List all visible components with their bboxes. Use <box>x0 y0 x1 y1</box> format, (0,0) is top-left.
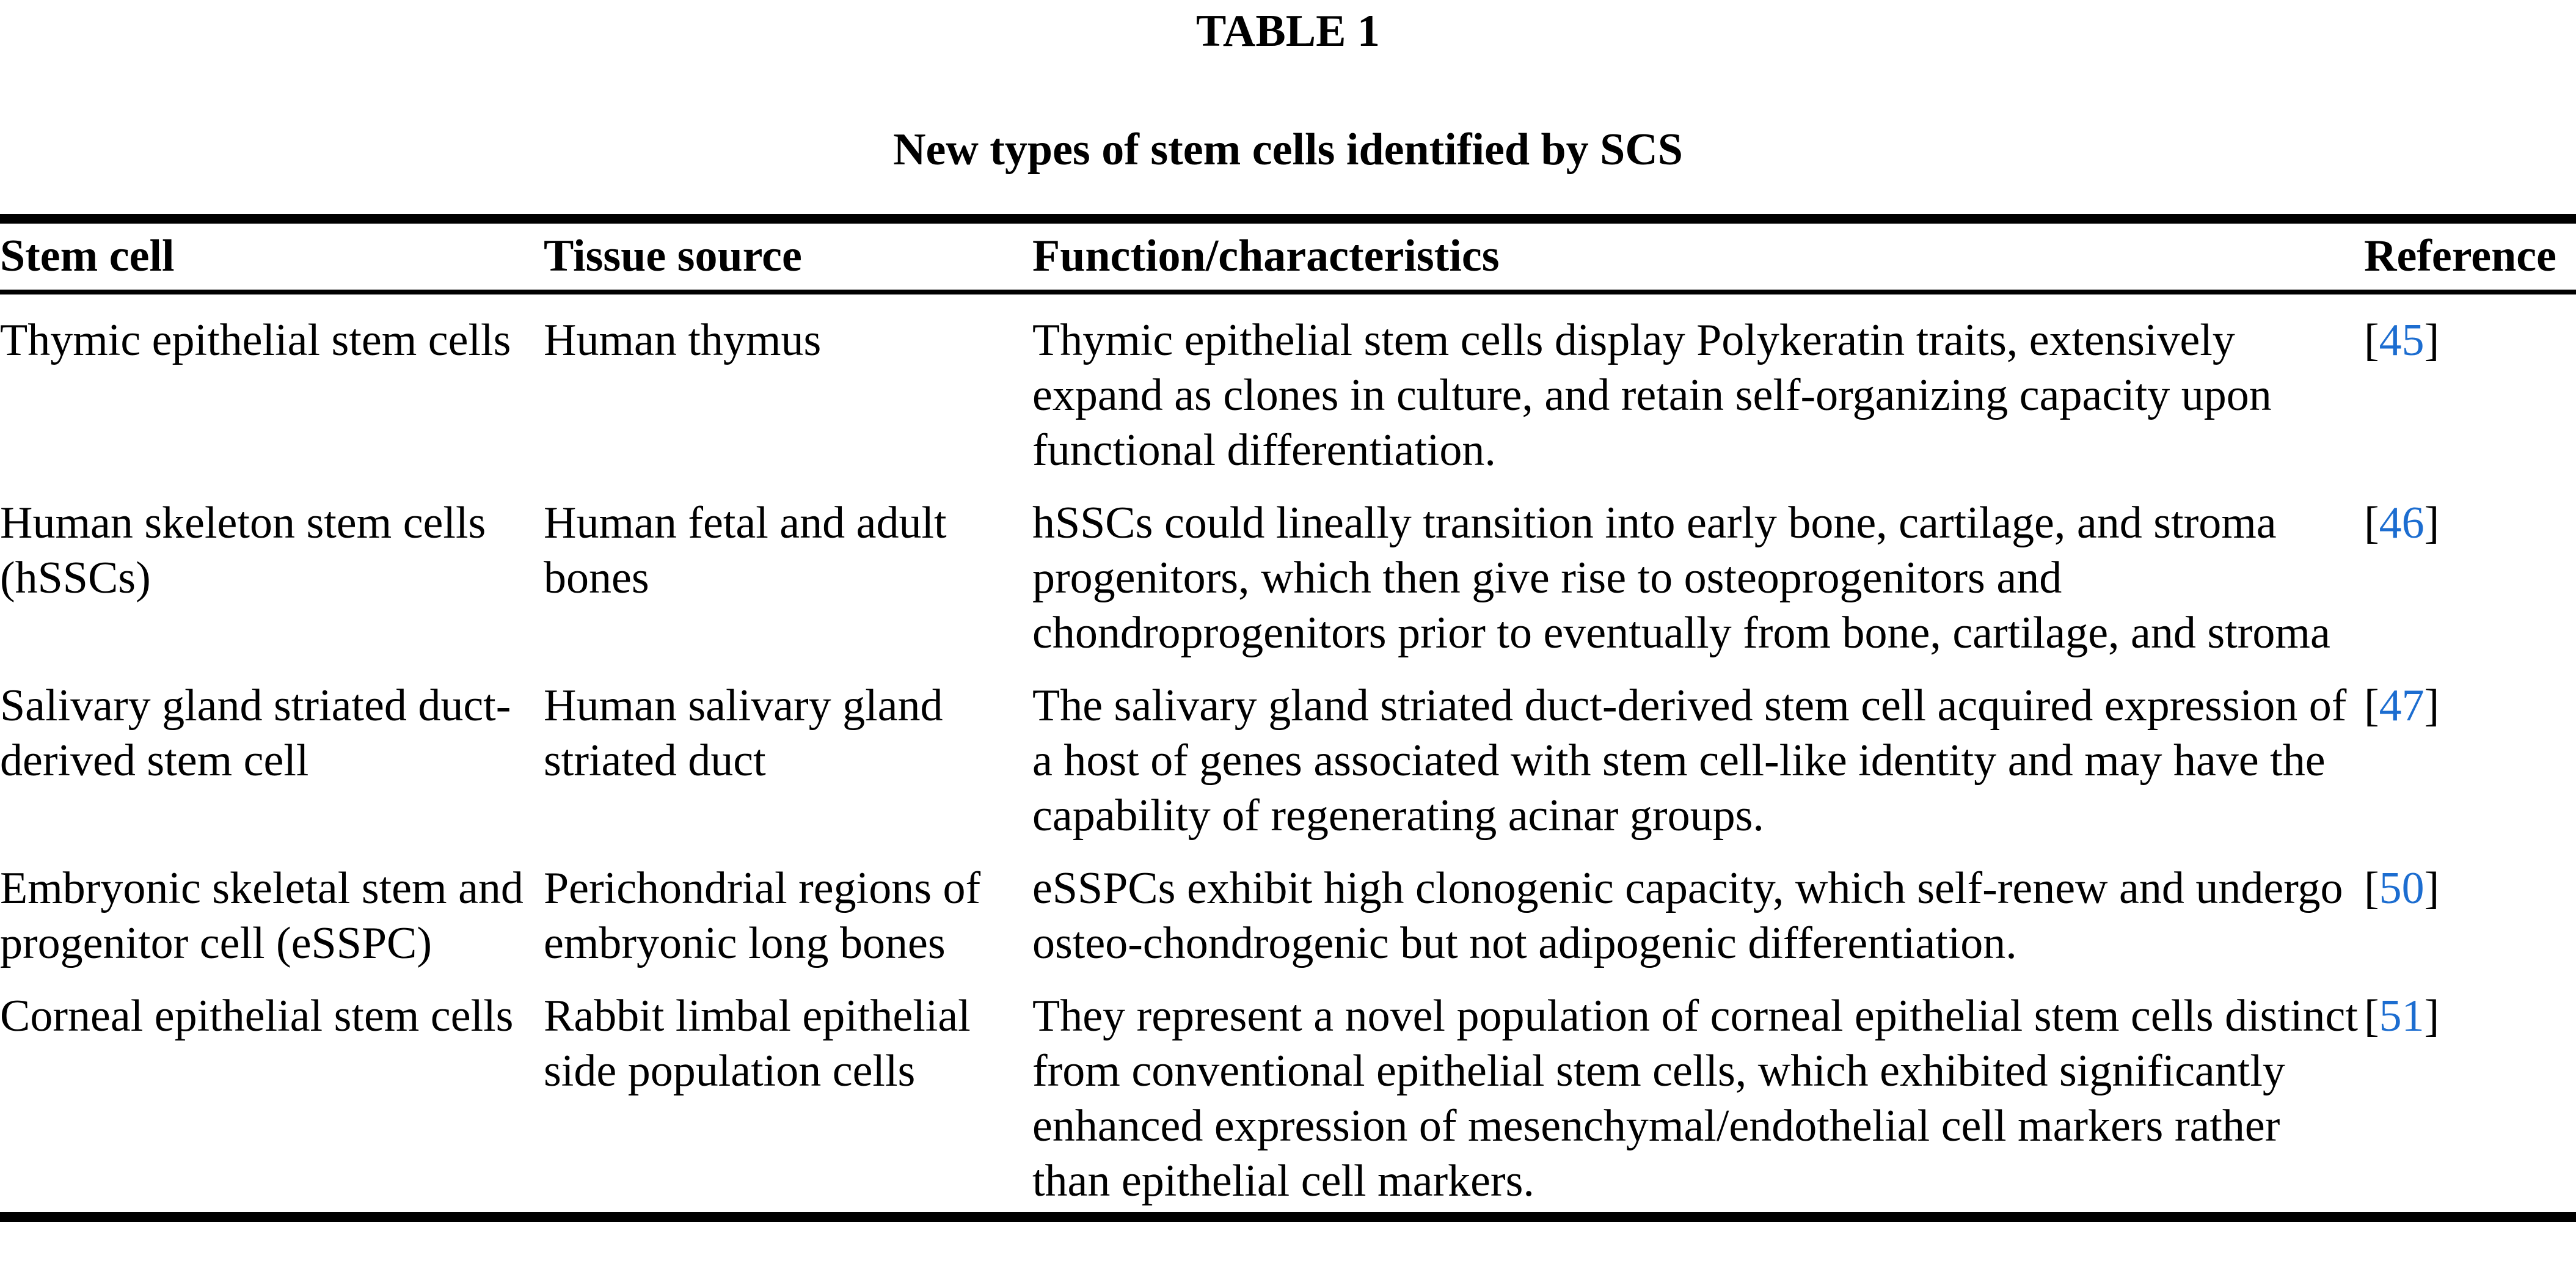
cell-function: They represent a novel population of corneal epithelial stem cells distinct from conventional epithelial stem cells, which exhibited significantly enhanced expression of mesenchymal/endothelial cell markers rather than epithelial cell markers. <box>1032 991 2358 1206</box>
citation-bracket-close: ] <box>2424 863 2440 913</box>
cell-stem-cell: Embryonic skeletal stem and progenitor cell (eSSPC) <box>0 863 524 968</box>
cell-function: hSSCs could lineally transition into early bone, cartilage, and stroma progenitors, which then give rise to osteoprogenitors and chondroprogenitors prior to eventually from bone, cartilage, and stroma <box>1032 498 2330 658</box>
cell-reference <box>2364 843 2576 971</box>
column-header-tissue-source: Tissue source <box>544 219 1032 292</box>
header-row <box>0 219 2576 292</box>
citation-bracket-close: ] <box>2424 681 2440 731</box>
table-row <box>0 843 2576 971</box>
cell-function: The salivary gland striated duct-derived stem cell acquired expression of a host of genes associated with stem cell-like identity and may have the capability of regenerating acinar groups. <box>1032 681 2347 841</box>
citation-bracket-open: [ <box>2364 681 2379 731</box>
table-row <box>0 292 2576 478</box>
reference-link[interactable]: 50 <box>2379 863 2425 913</box>
column-header-reference: Reference <box>2364 219 2576 292</box>
stem-cells-table <box>0 214 2576 1222</box>
reference-link[interactable]: 47 <box>2379 681 2425 731</box>
cell-reference <box>2364 292 2576 478</box>
cell-reference <box>2364 971 2576 1217</box>
cell-tissue-source: Rabbit limbal epithelial side population cells <box>544 991 971 1096</box>
reference-link[interactable]: 45 <box>2379 315 2425 365</box>
cell-tissue-source: Perichondrial regions of embryonic long bones <box>544 863 981 968</box>
cell-stem-cell: Salivary gland striated duct-derived stem cell <box>0 681 511 786</box>
citation-bracket-open: [ <box>2364 498 2379 548</box>
cell-stem-cell: Human skeleton stem cells (hSSCs) <box>0 498 486 603</box>
cell-tissue-source: Human salivary gland striated duct <box>544 681 943 786</box>
citation-bracket-close: ] <box>2424 315 2440 365</box>
cell-tissue-source: Human fetal and adult bones <box>544 498 947 603</box>
citation-bracket-close: ] <box>2424 991 2440 1041</box>
table-row <box>0 971 2576 1217</box>
table-subtitle: New types of stem cells identified by SCS <box>893 125 1683 175</box>
reference-link[interactable]: 46 <box>2379 498 2425 548</box>
cell-reference <box>2364 660 2576 843</box>
page-title: TABLE 1 <box>1196 6 1380 56</box>
cell-tissue-source: Human thymus <box>544 315 822 365</box>
cell-function: Thymic epithelial stem cells display Polykeratin traits, extensively expand as clones in culture, and retain self-organizing capacity upon functional differentiation. <box>1032 315 2272 475</box>
cell-reference <box>2364 478 2576 660</box>
citation-bracket-close: ] <box>2424 498 2440 548</box>
citation-bracket-open: [ <box>2364 991 2379 1041</box>
cell-stem-cell: Thymic epithelial stem cells <box>0 315 511 365</box>
reference-link[interactable]: 51 <box>2379 991 2425 1041</box>
cell-function: eSSPCs exhibit high clonogenic capacity, which self-renew and undergo osteo-chondrogenic but not adipogenic differentiation. <box>1032 863 2343 968</box>
citation-bracket-open: [ <box>2364 315 2379 365</box>
citation-bracket-open: [ <box>2364 863 2379 913</box>
table-row <box>0 660 2576 843</box>
cell-stem-cell: Corneal epithelial stem cells <box>0 991 514 1041</box>
column-header-stem-cell: Stem cell <box>0 219 544 292</box>
table-row <box>0 478 2576 660</box>
column-header-function: Function/characteristics <box>1032 219 2364 292</box>
